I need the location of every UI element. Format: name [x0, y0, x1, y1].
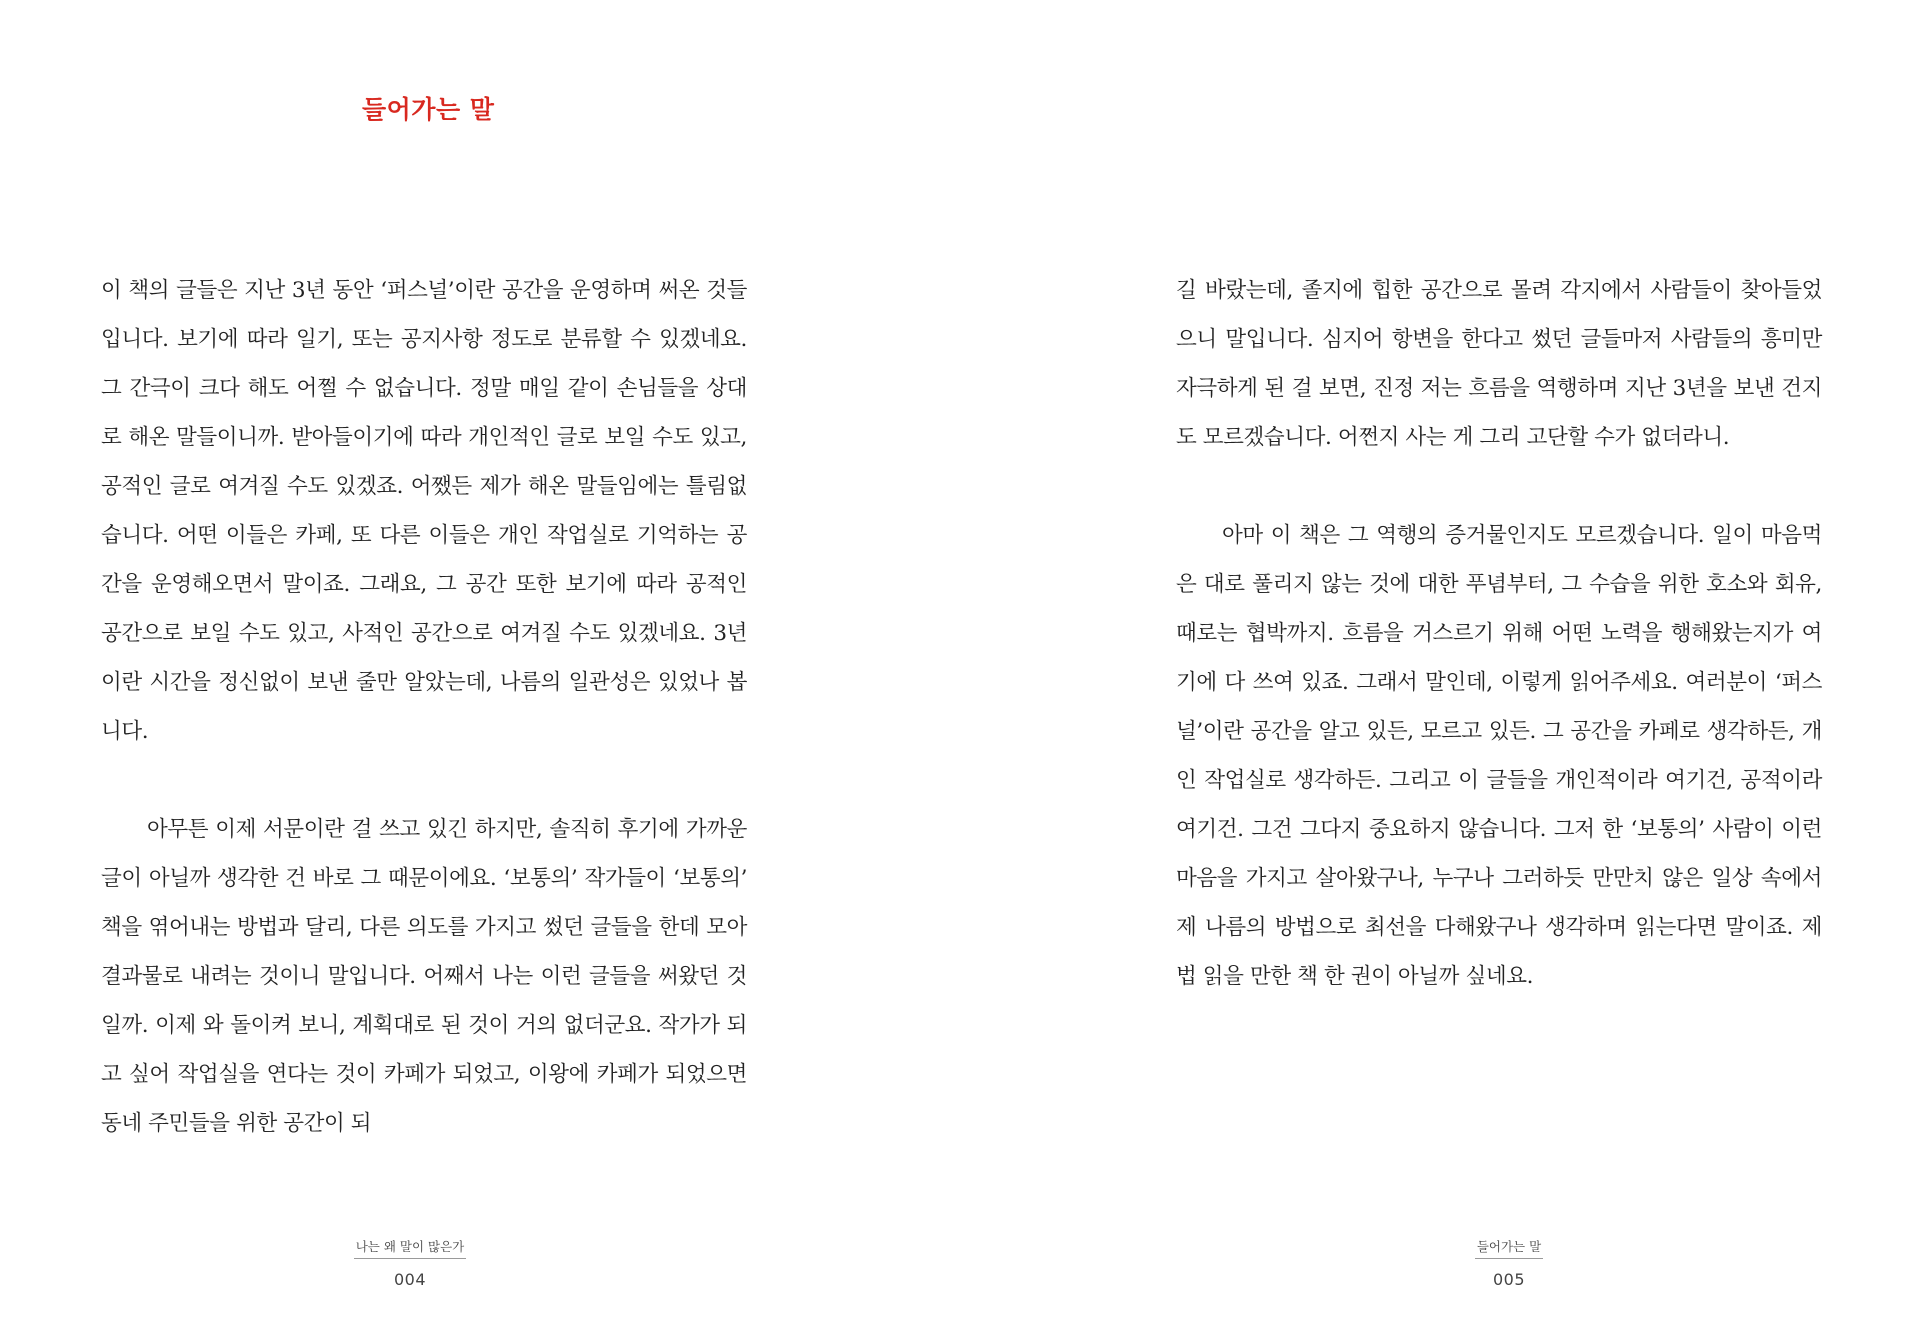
running-title: 들어가는 말: [1475, 1237, 1543, 1259]
right-page-footer: [1449, 1236, 1569, 1289]
chapter-title: 들어가는 말: [362, 95, 495, 124]
paragraph: 이 책의 글들은 지난 3년 동안 ‘퍼스널’이란 공간을 운영하며 써온 것들입니다. 보기에 따라 일기, 또는 공지사항 정도로 분류할 수 있겠네요. 그 간극이 크다 해도 어쩔 수 없습니다. 정말 매일 같이 손님들을 상대로 해온 말들이니까. 받아들이기에 따라 개인적인 글로 보일 수도 있고, 공적인 글로 여겨질 수도 있겠죠. 어쨌든 제가 해온 말들임에는 틀림없습니다. 어떤 이들은 카페, 또 다른 이들은 개인 작업실로 기억하는 공간을 운영해오면서 말이죠. 그래요, 그 공간 또한 보기에 따라 공적인 공간으로 보일 수도 있고, 사적인 공간으로 여겨질 수도 있겠네요. 3년이란 시간을 정신없이 보낸 줄만 알았는데, 나름의 일관성은 있었나 봅니다.: [101, 278, 747, 744]
left-page-body: [101, 266, 747, 1148]
right-page-body: [1176, 266, 1822, 1001]
left-page-footer: [350, 1236, 470, 1289]
page-number: 004: [393, 1270, 427, 1289]
paragraph: 길 바랐는데, 졸지에 힙한 공간으로 몰려 각지에서 사람들이 찾아들었으니 말입니다. 심지어 항변을 한다고 썼던 글들마저 사람들의 흥미만 자극하게 된 걸 보면, 진정 저는 흐름을 역행하며 지난 3년을 보낸 건지도 모르겠습니다. 어쩐지 사는 게 그리 고단할 수가 없더라니.: [1176, 278, 1822, 450]
paragraph: 아무튼 이제 서문이란 걸 쓰고 있긴 하지만, 솔직히 후기에 가까운 글이 아닐까 생각한 건 바로 그 때문이에요. ‘보통의’ 작가들이 ‘보통의’ 책을 엮어내는 방법과 달리, 다른 의도를 가지고 썼던 글들을 한데 모아 결과물로 내려는 것이니 말입니다. 어째서 나는 이런 글들을 써왔던 것일까. 이제 와 돌이켜 보니, 계획대로 된 것이 거의 없더군요. 작가가 되고 싶어 작업실을 연다는 것이 카페가 되었고, 이왕에 카페가 되었으면 동네 주민들을 위한 공간이 되: [101, 817, 747, 1136]
paragraph: 아마 이 책은 그 역행의 증거물인지도 모르겠습니다. 일이 마음먹은 대로 풀리지 않는 것에 대한 푸념부터, 그 수습을 위한 호소와 회유, 때로는 협박까지. 흐름을 거스르기 위해 어떤 노력을 행해왔는지가 여기에 다 쓰여 있죠. 그래서 말인데, 이렇게 읽어주세요. 여러분이 ‘퍼스널’이란 공간을 알고 있든, 모르고 있든. 그 공간을 카페로 생각하든, 개인 작업실로 생각하든. 그리고 이 글들을 개인적이라 여기건, 공적이라 여기건. 그건 그다지 중요하지 않습니다. 그저 한 ‘보통의’ 사람이 이런 마음을 가지고 살아왔구나, 누구나 그러하듯 만만치 않은 일상 속에서 제 나름의 방법으로 최선을 다해왔구나 생각하며 읽는다면 말이죠. 제법 읽을 만한 책 한 권이 아닐까 싶네요.: [1176, 523, 1822, 989]
running-title: 나는 왜 말이 많은가: [354, 1237, 467, 1259]
page-number: 005: [1492, 1270, 1526, 1289]
